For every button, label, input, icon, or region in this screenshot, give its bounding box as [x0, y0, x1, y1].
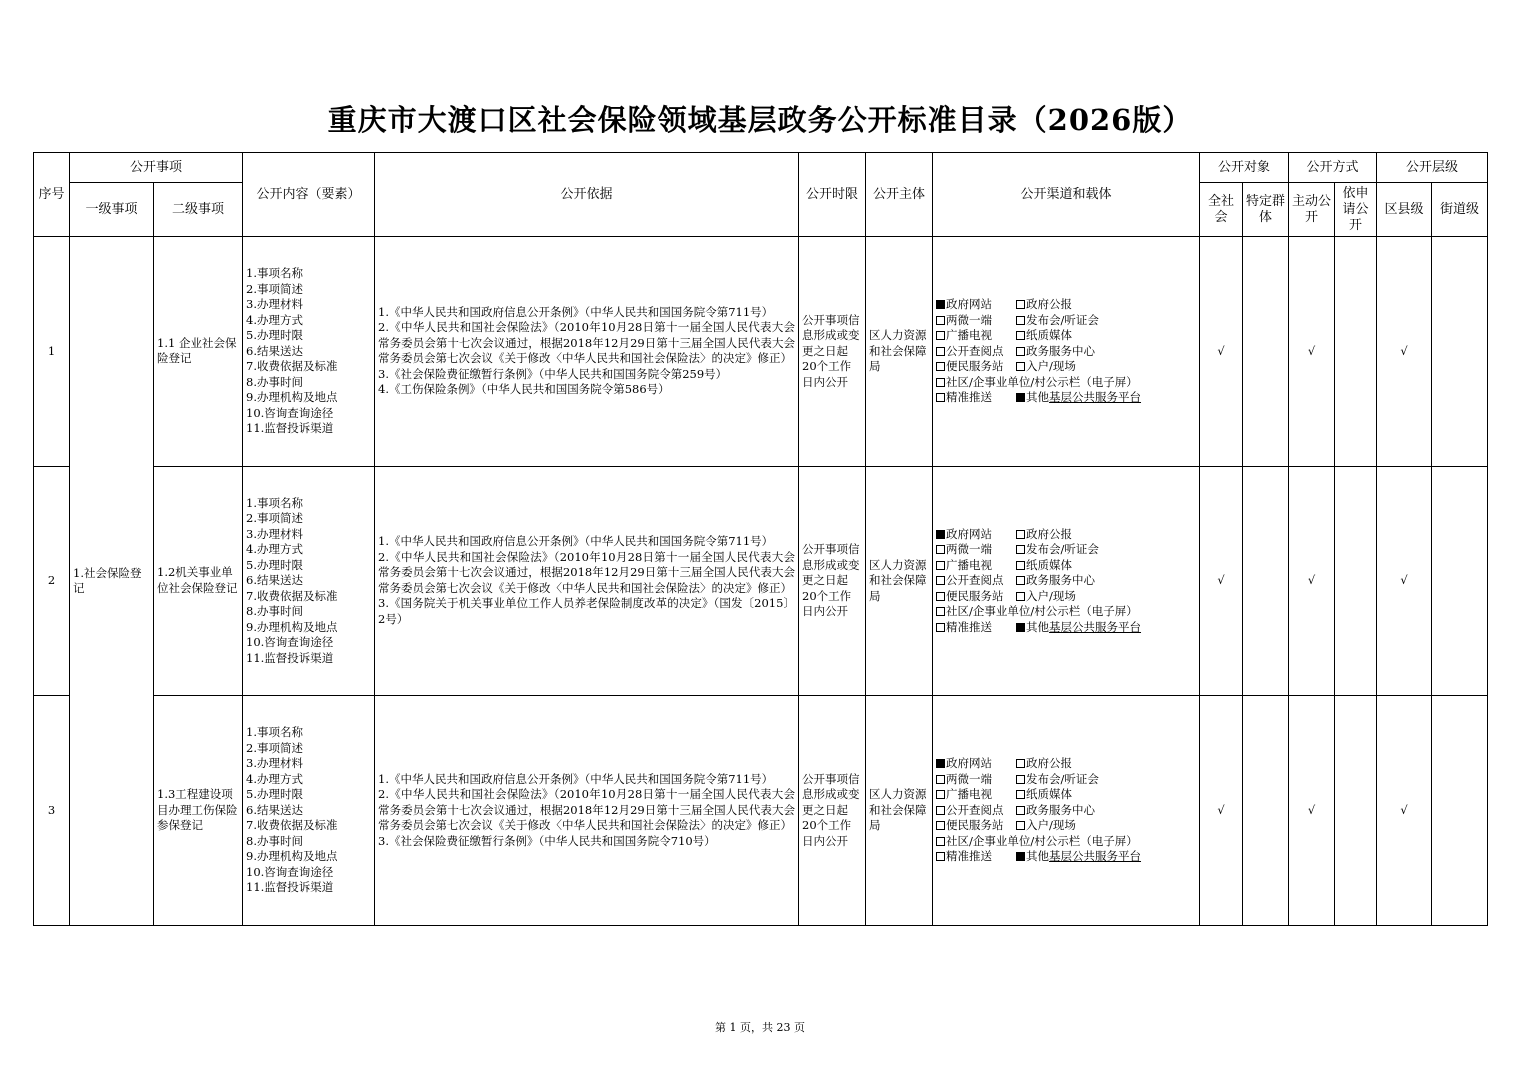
- method-active-check: √: [1289, 237, 1335, 467]
- content-item: 7.收费依据及标准: [246, 359, 338, 374]
- channel-option: 精准推送: [946, 390, 993, 405]
- channel-option: 政府公报: [1026, 526, 1073, 541]
- method-request-cell: [1335, 466, 1377, 696]
- level2-item: 1.3工程建设项目办理工伤保险参保登记: [154, 696, 243, 926]
- unchecked-box-icon: [936, 623, 945, 632]
- channel-other-detail: 基层公共服务平台: [1049, 619, 1142, 634]
- content-item: 9.办理机构及地点: [246, 619, 338, 634]
- channel-other-detail: 基层公共服务平台: [1049, 390, 1142, 405]
- header-level1: 一级事项: [70, 183, 154, 237]
- channel-option: 发布会/听证会: [1026, 312, 1099, 327]
- unchecked-box-icon: [936, 607, 945, 616]
- method-active-check: √: [1289, 696, 1335, 926]
- channel-option: 入户/现场: [1026, 588, 1076, 603]
- content-item: 1.事项名称: [246, 725, 303, 740]
- method-request-cell: [1335, 696, 1377, 926]
- content-list: [243, 466, 375, 696]
- content-item: 4.办理方式: [246, 771, 303, 786]
- publish-subject: 区人力资源和社会保障局: [866, 466, 933, 696]
- content-item: 8.办事时间: [246, 604, 303, 619]
- channel-line: [936, 297, 1196, 313]
- unchecked-box-icon: [936, 331, 945, 340]
- checked-box-icon: [1016, 393, 1025, 402]
- channel-line: [936, 542, 1196, 558]
- content-item: 10.咨询查询途径: [246, 405, 334, 420]
- channel-option: 公开查阅点: [946, 343, 1004, 358]
- header-matter: 公开事项: [70, 153, 243, 183]
- channel-line: [936, 527, 1196, 543]
- channel-line: [936, 604, 1196, 620]
- header-target-group: 特定群体: [1243, 183, 1289, 237]
- target-group-cell: [1243, 696, 1289, 926]
- header-channel: 公开渠道和载体: [933, 153, 1200, 237]
- unchecked-box-icon: [1016, 775, 1025, 784]
- channel-line: [936, 558, 1196, 574]
- channel-other-detail: 基层公共服务平台: [1049, 849, 1142, 864]
- publish-time: 公开事项信息形成或变更之日起20个工作日内公开: [799, 696, 866, 926]
- channel-option: 政府网站: [946, 526, 993, 541]
- channel-line: [936, 344, 1196, 360]
- channel-line: [936, 375, 1196, 391]
- channel-option: 政务服务中心: [1026, 343, 1096, 358]
- channel-option: 广播电视: [946, 787, 993, 802]
- channel-option: 政府公报: [1026, 297, 1073, 312]
- table-row: [34, 237, 1488, 467]
- basis-item: 2.《中华人民共和国社会保险法》（2010年10月28日第十一届全国人民代表大会常务委员会第十七次会议通过，根据2018年12月29日第十三届全国人民代表大会常务委员会第七次会议《关于修改〈中华人民共和国社会保险法〉的决定》修正）: [378, 320, 796, 366]
- unchecked-box-icon: [1016, 331, 1025, 340]
- channel-line: [936, 803, 1196, 819]
- level-district-check: √: [1377, 696, 1432, 926]
- header-level: 公开层级: [1377, 153, 1488, 183]
- unchecked-box-icon: [1016, 316, 1025, 325]
- channel-line: [936, 573, 1196, 589]
- channel-option: 政府网站: [946, 756, 993, 771]
- basis-item: 1.《中华人民共和国政府信息公开条例》（中华人民共和国国务院令第711号）: [378, 534, 774, 549]
- channel-option: 广播电视: [946, 557, 993, 572]
- unchecked-box-icon: [936, 806, 945, 815]
- channel-option: 其他: [1026, 619, 1050, 634]
- basis-item: 2.《中华人民共和国社会保险法》（2010年10月28日第十一届全国人民代表大会常务委员会第十七次会议通过，根据2018年12月29日第十三届全国人民代表大会常务委员会第七次会议《关于修改〈中华人民共和国社会保险法〉的决定》修正）: [378, 549, 796, 595]
- page-title: 重庆市大渡口区社会保险领域基层政务公开标准目录（2026版）: [327, 103, 1193, 137]
- unchecked-box-icon: [936, 362, 945, 371]
- unchecked-box-icon: [1016, 806, 1025, 815]
- row-seq: 3: [34, 696, 70, 926]
- content-item: 3.办理材料: [246, 297, 303, 312]
- content-item: 7.收费依据及标准: [246, 818, 338, 833]
- unchecked-box-icon: [936, 852, 945, 861]
- content-item: 6.结果送达: [246, 343, 303, 358]
- unchecked-box-icon: [1016, 576, 1025, 585]
- channel-list: [933, 696, 1200, 926]
- basis-item: 3.《社会保险费征缴暂行条例》（中华人民共和国国务院令第259号）: [378, 366, 728, 381]
- channel-line: [936, 849, 1196, 865]
- basis-item: 1.《中华人民共和国政府信息公开条例》（中华人民共和国国务院令第711号）: [378, 304, 774, 319]
- basis-item: 3.《国务院关于机关事业单位工作人员养老保险制度改革的决定》（国发〔2015〕2号）: [378, 596, 796, 626]
- channel-option: 其他: [1026, 390, 1050, 405]
- channel-option: 便民服务站: [946, 588, 1004, 603]
- table-body: [34, 237, 1488, 926]
- basis-list: [375, 237, 799, 467]
- page-footer: 第 1 页，共 23 页: [715, 1021, 805, 1034]
- channel-line: [936, 756, 1196, 772]
- content-item: 10.咨询查询途径: [246, 635, 334, 650]
- unchecked-box-icon: [936, 576, 945, 585]
- unchecked-box-icon: [936, 592, 945, 601]
- table-header: [34, 153, 1488, 237]
- level-street-cell: [1432, 237, 1488, 467]
- content-item: 2.事项简述: [246, 740, 303, 755]
- channel-line: [936, 834, 1196, 850]
- table-row: [34, 696, 1488, 926]
- channel-list: [933, 466, 1200, 696]
- header-target: 公开对象: [1200, 153, 1289, 183]
- unchecked-box-icon: [1016, 300, 1025, 309]
- content-item: 8.办事时间: [246, 833, 303, 848]
- channel-line: [936, 390, 1196, 406]
- unchecked-box-icon: [1016, 790, 1025, 799]
- header-method-active: 主动公开: [1289, 183, 1335, 237]
- channel-option: 纸质媒体: [1026, 328, 1073, 343]
- channel-line: [936, 328, 1196, 344]
- checked-box-icon: [936, 530, 945, 539]
- basis-item: 3.《社会保险费征缴暂行条例》（中华人民共和国国务院令710号）: [378, 833, 716, 848]
- channel-option: 社区/企事业单位/村公示栏（电子屏）: [946, 604, 1138, 619]
- channel-option: 精准推送: [946, 849, 993, 864]
- channel-line: [936, 313, 1196, 329]
- channel-option: 发布会/听证会: [1026, 542, 1099, 557]
- channel-option: 纸质媒体: [1026, 557, 1073, 572]
- channel-option: 入户/现场: [1026, 818, 1076, 833]
- target-all-check: √: [1200, 466, 1243, 696]
- content-list: [243, 237, 375, 467]
- checked-box-icon: [1016, 852, 1025, 861]
- publish-time: 公开事项信息形成或变更之日起20个工作日内公开: [799, 237, 866, 467]
- unchecked-box-icon: [936, 316, 945, 325]
- content-item: 5.办理时限: [246, 787, 303, 802]
- channel-option: 便民服务站: [946, 359, 1004, 374]
- content-item: 10.咨询查询途径: [246, 864, 334, 879]
- unchecked-box-icon: [1016, 821, 1025, 830]
- content-item: 2.事项简述: [246, 511, 303, 526]
- level-district-check: √: [1377, 466, 1432, 696]
- checked-box-icon: [1016, 623, 1025, 632]
- unchecked-box-icon: [1016, 347, 1025, 356]
- row-seq: 1: [34, 237, 70, 467]
- unchecked-box-icon: [936, 545, 945, 554]
- channel-option: 政务服务中心: [1026, 802, 1096, 817]
- channel-option: 公开查阅点: [946, 573, 1004, 588]
- publish-time: 公开事项信息形成或变更之日起20个工作日内公开: [799, 466, 866, 696]
- level-district-check: √: [1377, 237, 1432, 467]
- unchecked-box-icon: [936, 347, 945, 356]
- target-group-cell: [1243, 237, 1289, 467]
- channel-option: 其他: [1026, 849, 1050, 864]
- content-item: 3.办理材料: [246, 756, 303, 771]
- header-content: 公开内容（要素）: [243, 153, 375, 237]
- basis-list: [375, 696, 799, 926]
- header-method-request: 依申请公开: [1335, 183, 1377, 237]
- level-street-cell: [1432, 696, 1488, 926]
- publish-subject: 区人力资源和社会保障局: [866, 696, 933, 926]
- table-row: [34, 466, 1488, 696]
- channel-option: 纸质媒体: [1026, 787, 1073, 802]
- content-item: 4.办理方式: [246, 312, 303, 327]
- content-item: 5.办理时限: [246, 328, 303, 343]
- content-item: 4.办理方式: [246, 542, 303, 557]
- header-level2: 二级事项: [154, 183, 243, 237]
- level-street-cell: [1432, 466, 1488, 696]
- checked-box-icon: [936, 300, 945, 309]
- channel-option: 两微一端: [946, 542, 993, 557]
- header-subject: 公开主体: [866, 153, 933, 237]
- channel-option: 社区/企事业单位/村公示栏（电子屏）: [946, 833, 1138, 848]
- content-list: [243, 696, 375, 926]
- catalog-table: [33, 152, 1488, 926]
- target-all-check: √: [1200, 696, 1243, 926]
- unchecked-box-icon: [1016, 362, 1025, 371]
- level2-item: 1.2机关事业单位社会保险登记: [154, 466, 243, 696]
- content-item: 2.事项简述: [246, 281, 303, 296]
- channel-line: [936, 787, 1196, 803]
- header-level-street: 街道级: [1432, 183, 1488, 237]
- method-request-cell: [1335, 237, 1377, 467]
- channel-option: 入户/现场: [1026, 359, 1076, 374]
- method-active-check: √: [1289, 466, 1335, 696]
- header-time: 公开时限: [799, 153, 866, 237]
- content-item: 6.结果送达: [246, 573, 303, 588]
- channel-line: [936, 359, 1196, 375]
- header-method: 公开方式: [1289, 153, 1377, 183]
- content-item: 11.监督投诉渠道: [246, 880, 334, 895]
- channel-option: 精准推送: [946, 619, 993, 634]
- content-item: 11.监督投诉渠道: [246, 421, 334, 436]
- header-seq: 序号: [34, 153, 70, 237]
- channel-list: [933, 237, 1200, 467]
- unchecked-box-icon: [936, 775, 945, 784]
- content-item: 5.办理时限: [246, 557, 303, 572]
- basis-item: 1.《中华人民共和国政府信息公开条例》（中华人民共和国国务院令第711号）: [378, 771, 774, 786]
- unchecked-box-icon: [1016, 545, 1025, 554]
- channel-option: 发布会/听证会: [1026, 771, 1099, 786]
- row-seq: 2: [34, 466, 70, 696]
- content-item: 3.办理材料: [246, 526, 303, 541]
- unchecked-box-icon: [1016, 592, 1025, 601]
- channel-option: 广播电视: [946, 328, 993, 343]
- content-item: 9.办理机构及地点: [246, 849, 338, 864]
- level2-item: 1.1 企业社会保险登记: [154, 237, 243, 467]
- unchecked-box-icon: [1016, 561, 1025, 570]
- target-group-cell: [1243, 466, 1289, 696]
- channel-line: [936, 620, 1196, 636]
- channel-line: [936, 589, 1196, 605]
- channel-option: 公开查阅点: [946, 802, 1004, 817]
- unchecked-box-icon: [936, 837, 945, 846]
- basis-item: 2.《中华人民共和国社会保险法》（2010年10月28日第十一届全国人民代表大会常务委员会第十七次会议通过，根据2018年12月29日第十三届全国人民代表大会常务委员会第七次会议《关于修改〈中华人民共和国社会保险法〉的决定》修正）: [378, 787, 796, 833]
- channel-option: 政府网站: [946, 297, 993, 312]
- header-target-all: 全社会: [1200, 183, 1243, 237]
- publish-subject: 区人力资源和社会保障局: [866, 237, 933, 467]
- channel-option: 两微一端: [946, 312, 993, 327]
- content-item: 6.结果送达: [246, 802, 303, 817]
- content-item: 7.收费依据及标准: [246, 588, 338, 603]
- channel-option: 社区/企事业单位/村公示栏（电子屏）: [946, 374, 1138, 389]
- basis-list: [375, 466, 799, 696]
- content-item: 9.办理机构及地点: [246, 390, 338, 405]
- header-level-district: 区县级: [1377, 183, 1432, 237]
- content-item: 1.事项名称: [246, 266, 303, 281]
- checked-box-icon: [936, 759, 945, 768]
- channel-line: [936, 772, 1196, 788]
- unchecked-box-icon: [1016, 530, 1025, 539]
- level1-item: 1.社会保险登记: [70, 237, 154, 926]
- channel-option: 两微一端: [946, 771, 993, 786]
- unchecked-box-icon: [1016, 759, 1025, 768]
- unchecked-box-icon: [936, 378, 945, 387]
- unchecked-box-icon: [936, 393, 945, 402]
- channel-option: 政府公报: [1026, 756, 1073, 771]
- channel-option: 便民服务站: [946, 818, 1004, 833]
- content-item: 11.监督投诉渠道: [246, 650, 334, 665]
- unchecked-box-icon: [936, 790, 945, 799]
- target-all-check: √: [1200, 237, 1243, 467]
- channel-line: [936, 818, 1196, 834]
- unchecked-box-icon: [936, 561, 945, 570]
- basis-item: 4.《工伤保险条例》（中华人民共和国国务院令第586号）: [378, 382, 670, 397]
- content-item: 1.事项名称: [246, 495, 303, 510]
- header-basis: 公开依据: [375, 153, 799, 237]
- content-item: 8.办事时间: [246, 374, 303, 389]
- channel-option: 政务服务中心: [1026, 573, 1096, 588]
- unchecked-box-icon: [936, 821, 945, 830]
